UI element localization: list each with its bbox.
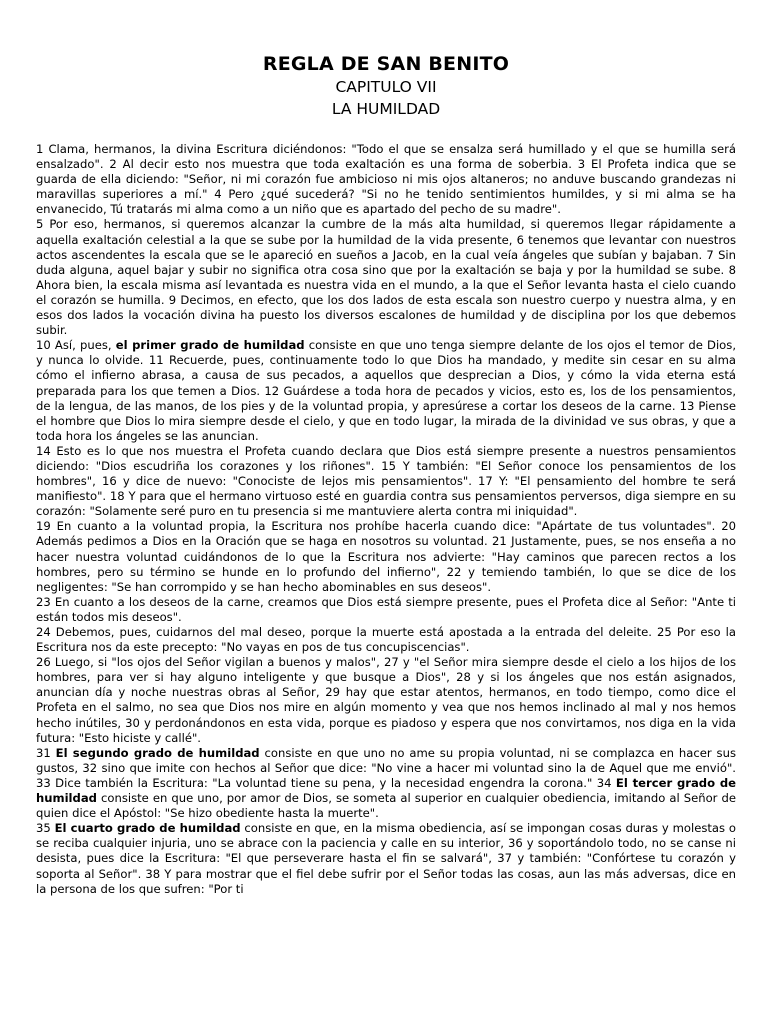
document-body xyxy=(36,142,736,897)
document-title: REGLA DE SAN BENITO xyxy=(262,53,510,75)
paragraph-text: 1 Clama, hermanos, la divina Escritura diciéndonos: "Todo el que se ensalza será humillado y el que se humilla será ensalzado". 2 Al decir esto nos muestra que toda exaltación es una forma de soberbia. 3 El Profeta indica que se guarda de ella diciendo: "Señor, ni mi corazón fue ambicioso ni mis ojos altaneros; no anduve buscando grandezas ni maravillas superiores a mí." 4 Pero ¿qué sucederá? "Si no he tenido sentimientos humildes, y si mi alma se ha envanecido, Tú tratarás mi alma como a un niño que es apartado del pecho de su madre". xyxy=(36,142,736,217)
grade-heading: El segundo grado de humildad xyxy=(55,745,260,760)
body-paragraph xyxy=(36,519,736,594)
paragraph-text: 31 xyxy=(36,745,56,760)
body-paragraph xyxy=(36,142,736,217)
paragraph-text: 35 xyxy=(36,821,55,836)
grade-heading: El tercer grado de humildad xyxy=(36,775,736,806)
paragraph-text: 10 Así, pues, xyxy=(36,338,116,353)
grade-heading: El cuarto grado de humildad xyxy=(54,821,241,836)
paragraph-text: 23 En cuanto a los deseos de la carne, creamos que Dios está siempre presente, pues el Profeta dice al Señor: "Ante ti están todos mis deseos". xyxy=(36,594,736,624)
body-paragraph xyxy=(36,821,736,896)
paragraph-text: consiste en que, en la misma obediencia, así se impongan cosas duras y molestas o se reciba cualquier injuria, uno se abrace con la paciencia y calle en su interior, 36 y soportándolo todo, no se canse ni desista, pues dice la Escritura: "El que perseverare hasta el fin se salvará", 37 y también: "Confórtese tu corazón y soporta al Señor". 38 Y para mostrar que el fiel debe sufrir por el Señor todas las cosas, aun las más adversas, dice en la persona de los que sufren: "Por ti xyxy=(36,821,736,896)
paragraph-text: consiste en que uno, por amor de Dios, se someta al superior en cualquier obediencia, imitando al Señor de quien dice el Apóstol: "Se hizo obediente hasta la muerte". xyxy=(36,791,736,821)
chapter-number: CAPITULO VII xyxy=(335,78,437,96)
body-paragraph xyxy=(36,444,736,519)
body-paragraph xyxy=(36,595,736,625)
paragraph-text: 26 Luego, si "los ojos del Señor vigilan a buenos y malos", 27 y "el Señor mira siempre desde el cielo a los hijos de los hombres, para ver si hay alguno inteligente y que busque a Dios", 28 y si los ángeles que nos están asignados, anuncian día y noche nuestras obras al Señor, 29 hay que estar atentos, hermanos, en todo tiempo, como dice el Profeta en el salmo, no sea que Dios nos mire en algún momento y vea que nos hemos inclinado al mal y nos hemos hecho inútiles, 30 y perdonándonos en esta vida, porque es piadoso y espera que nos convirtamos, nos diga en la vida futura: "Esto hiciste y callé". xyxy=(36,655,736,745)
paragraph-text: 14 Esto es lo que nos muestra el Profeta cuando declara que Dios está siempre presente a nuestros pensamientos diciendo: "Dios escudriña los corazones y los riñones". 15 Y también: "El Señor conoce los pensamientos de los hombres", 16 y dice de nuevo: "Conociste de lejos mis pensamientos". 17 Y: "El pensamiento del hombre te será manifiesto". 18 Y para que el hermano virtuoso esté en guardia contra sus pensamientos perversos, diga siempre en su corazón: "Solamente seré puro en tu presencia si me mantuviere alerta contra mi iniquidad". xyxy=(36,443,736,519)
paragraph-text: 19 En cuanto a la voluntad propia, la Escritura nos prohíbe hacerla cuando dice: "Apártate de tus voluntades". 20 Además pedimos a Dios en la Oración que se haga en nosotros su voluntad. 21 Justamente, pues, se nos enseña a no hacer nuestra voluntad cuidándonos de lo que la Escritura nos advierte: "Hay caminos que parecen rectos a los hombres, pero su término se hunde en lo profundo del infierno", 22 y temiendo también, lo que se dice de los negligentes: "Se han corrompido y se han hecho abominables en sus deseos". xyxy=(36,519,736,594)
chapter-title: LA HUMILDAD xyxy=(331,100,441,118)
paragraph-text: 24 Debemos, pues, cuidarnos del mal deseo, porque la muerte está apostada a la entrada del deleite. 25 Por eso la Escritura nos da este precepto: "No vayas en pos de tus concupiscencias". xyxy=(36,625,736,655)
body-paragraph xyxy=(36,655,736,746)
body-paragraph xyxy=(36,338,736,444)
paragraph-text: consiste en que uno no ame su propia voluntad, ni se complazca en hacer sus gustos, 32 sino que imite con hechos al Señor que dice: "No vine a hacer mi voluntad sino la de Aquel que me envió". 33 Dice también la Escritura: "La voluntad tiene su pena, y la necesidad engendra la corona." 34 xyxy=(36,745,736,790)
body-paragraph xyxy=(36,746,736,821)
grade-heading: el primer grado de humildad xyxy=(115,338,305,353)
paragraph-text: consiste en que uno tenga siempre delante de los ojos el temor de Dios, y nunca lo olvide. 11 Recuerde, pues, continuamente todo lo que Dios ha mandado, y medite sin cesar en su alma cómo el infierno abrasa, a causa de sus pecados, a aquellos que desprecian a Dios, y cómo la vida eterna está preparada para los que temen a Dios. 12 Guárdese a toda hora de pecados y vicios, esto es, los de los pensamientos, de la lengua, de las manos, de los pies y de la voluntad propia, y apresúrese a cortar los deseos de la carne. 13 Piense el hombre que Dios lo mira siempre desde el cielo, y que en todo lugar, la mirada de la divinidad ve sus obras, y que a toda hora los ángeles se las anuncian. xyxy=(36,338,736,443)
paragraph-text: 5 Por eso, hermanos, si queremos alcanzar la cumbre de la más alta humildad, si queremos llegar rápidamente a aquella exaltación celestial a la que se sube por la humildad de la vida presente, 6 tenemos que levantar con nuestros actos ascendentes la escala que se le apareció en sueños a Jacob, en la cual veía ángeles que subían y bajaban. 7 Sin duda alguna, aquel bajar y subir no significa otra cosa sino que por la exaltación se baja y por la humildad se sube. 8 Ahora bien, la escala misma así levantada es nuestra vida en el mundo, a la que el Señor levanta hasta el cielo cuando el corazón se humilla. 9 Decimos, en efecto, que los dos lados de esta escala son nuestro cuerpo y nuestra alma, y en esos dos lados la vocación divina ha puesto los diversos escalones de humildad y de disciplina por los que debemos subir. xyxy=(36,217,736,338)
body-paragraph xyxy=(36,625,736,655)
body-paragraph xyxy=(36,217,736,338)
